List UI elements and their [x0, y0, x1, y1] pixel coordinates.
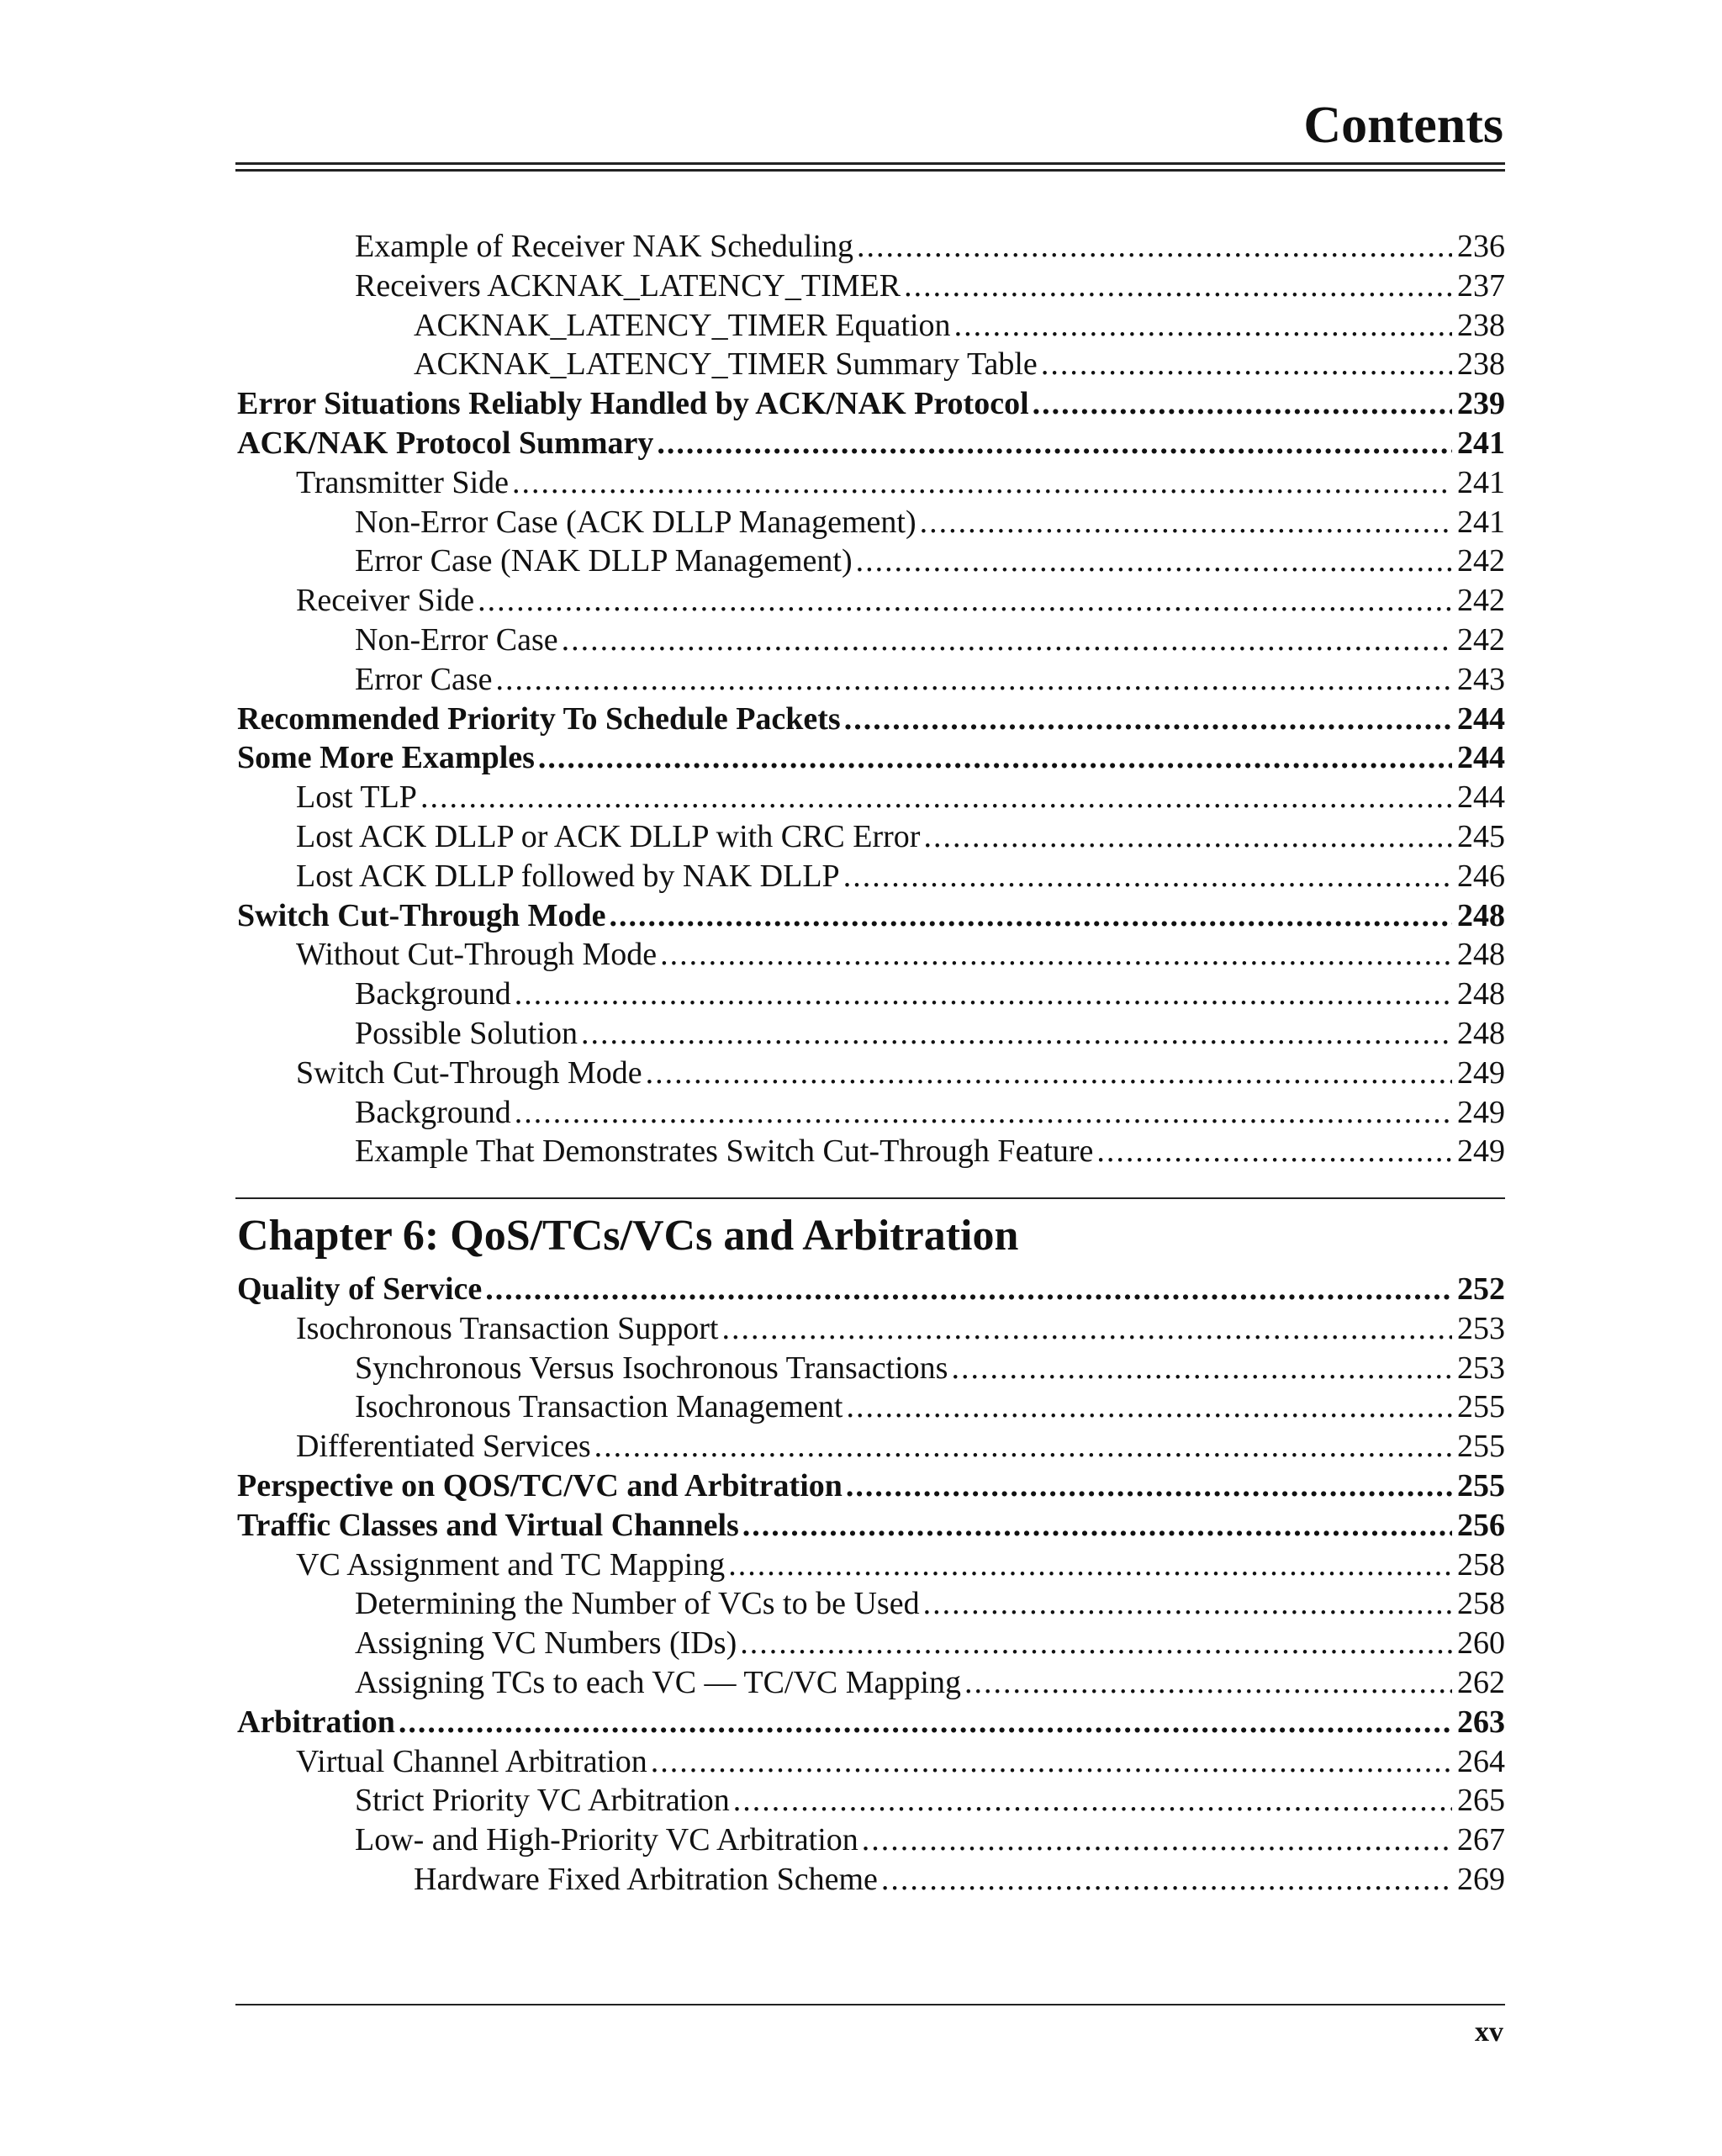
toc-entry-page: 236 — [1457, 229, 1505, 264]
toc-entry-page: 256 — [1457, 1507, 1505, 1543]
toc-entry-page: 253 — [1457, 1350, 1505, 1386]
toc-entry — [237, 424, 1505, 463]
toc-entry-title: Hardware Fixed Arbitration Scheme — [414, 1861, 878, 1897]
dot-leader — [904, 267, 1452, 306]
toc-entry — [237, 935, 1505, 975]
toc-entry — [237, 660, 1505, 700]
toc-entry — [237, 817, 1505, 857]
toc-entry-page: 258 — [1457, 1546, 1505, 1583]
toc-entry-title: ACKNAK_LATENCY_TIMER Summary Table — [414, 346, 1038, 383]
toc-entry-page: 249 — [1457, 1054, 1505, 1091]
toc-entry-title: ACK/NAK Protocol Summary — [237, 425, 654, 461]
dot-leader — [844, 700, 1452, 739]
toc-entry — [237, 542, 1505, 581]
toc-entry-page: 262 — [1457, 1664, 1505, 1700]
toc-entry — [237, 1663, 1505, 1703]
toc-entry-title: Background — [355, 1094, 511, 1130]
toc-entry — [237, 1624, 1505, 1663]
toc-entry-title: Arbitration — [237, 1704, 395, 1740]
dot-leader — [846, 1466, 1452, 1506]
toc-entry — [237, 778, 1505, 817]
dot-leader — [856, 542, 1452, 581]
dot-leader — [923, 817, 1452, 857]
header-double-rule — [235, 162, 1505, 172]
dot-leader — [1033, 384, 1452, 424]
toc-entry-title: Assigning VC Numbers (IDs) — [355, 1625, 737, 1662]
toc-entry-title: Error Case (NAK DLLP Management) — [355, 543, 853, 579]
toc-entry-title: Switch Cut-Through Mode — [237, 897, 606, 933]
toc-entry — [237, 738, 1505, 778]
toc-entry-title: Recommended Priority To Schedule Packets — [237, 700, 841, 737]
toc-entry-title: Quality of Service — [237, 1271, 483, 1307]
toc-entry-title: VC Assignment and TC Mapping — [296, 1546, 726, 1583]
toc-entry-page: 253 — [1457, 1310, 1505, 1346]
toc-entry-page: 263 — [1457, 1704, 1505, 1740]
dot-leader — [646, 1054, 1452, 1093]
toc-entry — [237, 345, 1505, 384]
toc-entry-page: 258 — [1457, 1586, 1505, 1622]
toc-entry-title: Lost TLP — [296, 779, 417, 816]
dot-leader — [594, 1427, 1452, 1466]
chapter-title: Chapter 6: QoS/TCs/VCs and Arbitration — [237, 1212, 1019, 1260]
toc-entry-title: Determining the Number of VCs to be Used — [355, 1586, 920, 1622]
toc-entry — [237, 581, 1505, 621]
toc-entry-page: 242 — [1457, 583, 1505, 619]
toc-entry-page: 252 — [1457, 1271, 1505, 1307]
toc-entry — [237, 463, 1505, 503]
toc-entry-page: 264 — [1457, 1743, 1505, 1779]
toc-entry-page: 241 — [1457, 504, 1505, 540]
toc-entry-title: Assigning TCs to each VC — TC/VC Mapping — [355, 1664, 961, 1700]
toc-entry-page: 260 — [1457, 1625, 1505, 1662]
dot-leader — [920, 503, 1452, 542]
toc-entry — [237, 384, 1505, 424]
toc-list-top — [237, 227, 1505, 1171]
dot-leader — [478, 581, 1452, 621]
toc-entry — [237, 1387, 1505, 1427]
toc-entry — [237, 503, 1505, 542]
toc-entry — [237, 1132, 1505, 1171]
dot-leader — [843, 857, 1452, 896]
toc-entry-page: 243 — [1457, 661, 1505, 697]
footer-rule — [235, 2004, 1505, 2005]
toc-entry — [237, 857, 1505, 896]
toc-entry-page: 241 — [1457, 464, 1505, 500]
toc-entry-title: Differentiated Services — [296, 1429, 591, 1465]
dot-leader — [399, 1703, 1452, 1742]
toc-entry — [237, 306, 1505, 346]
toc-entry-title: Error Case — [355, 661, 493, 697]
dot-leader — [538, 738, 1452, 778]
toc-entry-page: 248 — [1457, 897, 1505, 933]
toc-entry-title: Isochronous Transaction Management — [355, 1389, 843, 1425]
toc-entry — [237, 700, 1505, 739]
dot-leader — [923, 1584, 1452, 1624]
running-head: Contents — [1303, 97, 1503, 154]
toc-entry-title: Strict Priority VC Arbitration — [355, 1783, 730, 1819]
toc-entry-page: 244 — [1457, 700, 1505, 737]
dot-leader — [420, 778, 1452, 817]
toc-entry-title: Isochronous Transaction Support — [296, 1310, 719, 1346]
toc-entry-title: Example That Demonstrates Switch Cut-Through Feature — [355, 1133, 1094, 1170]
toc-entry-title: Receiver Side — [296, 583, 475, 619]
toc-entry-page: 248 — [1457, 1015, 1505, 1051]
dot-leader — [485, 1270, 1452, 1309]
toc-entry-title: Transmitter Side — [296, 464, 509, 500]
toc-entry-page: 241 — [1457, 425, 1505, 461]
toc-entry-page: 244 — [1457, 740, 1505, 776]
dot-leader — [857, 227, 1452, 267]
toc-entry — [237, 1093, 1505, 1133]
toc-entry — [237, 1546, 1505, 1585]
dot-leader — [862, 1820, 1452, 1860]
dot-leader — [1041, 345, 1452, 384]
toc-entry — [237, 267, 1505, 306]
dot-leader — [660, 935, 1452, 975]
toc-entry — [237, 1054, 1505, 1093]
toc-entry-page: 238 — [1457, 346, 1505, 383]
toc-entry — [237, 1309, 1505, 1349]
dot-leader — [515, 1093, 1452, 1133]
toc-entry — [237, 621, 1505, 660]
toc-entry-title: Virtual Channel Arbitration — [296, 1743, 647, 1779]
toc-entry-title: Synchronous Versus Isochronous Transactions — [355, 1350, 948, 1386]
toc-entry-title: Perspective on QOS/TC/VC and Arbitration — [237, 1467, 843, 1503]
dot-leader — [609, 896, 1452, 936]
dot-leader — [733, 1781, 1452, 1820]
chapter-divider-rule — [235, 1197, 1505, 1199]
toc-entry-page: 242 — [1457, 543, 1505, 579]
toc-entry — [237, 1014, 1505, 1054]
toc-entry — [237, 227, 1505, 267]
toc-entry-page: 255 — [1457, 1429, 1505, 1465]
toc-entry — [237, 1270, 1505, 1309]
toc-entry — [237, 1506, 1505, 1546]
toc-entry-title: Traffic Classes and Virtual Channels — [237, 1507, 739, 1543]
toc-list-chapter — [237, 1270, 1505, 1900]
toc-entry — [237, 1860, 1505, 1900]
dot-leader — [651, 1742, 1452, 1782]
toc-entry-title: Receivers ACKNAK_LATENCY_TIMER — [355, 267, 901, 304]
toc-entry-title: Some More Examples — [237, 740, 535, 776]
toc-entry-title: Low- and High-Priority VC Arbitration — [355, 1822, 858, 1858]
toc-entry-page: 249 — [1457, 1094, 1505, 1130]
toc-entry — [237, 1466, 1505, 1506]
dot-leader — [881, 1860, 1452, 1900]
dot-leader — [1096, 1132, 1452, 1171]
toc-entry-page: 248 — [1457, 937, 1505, 973]
toc-entry — [237, 1427, 1505, 1466]
dot-leader — [581, 1014, 1452, 1054]
toc-entry — [237, 1584, 1505, 1624]
toc-entry-page: 246 — [1457, 858, 1505, 894]
toc-entry — [237, 975, 1505, 1014]
toc-entry-title: ACKNAK_LATENCY_TIMER Equation — [414, 307, 951, 343]
toc-entry-title: Non-Error Case — [355, 621, 558, 658]
toc-entry-title: Lost ACK DLLP followed by NAK DLLP — [296, 858, 840, 894]
dot-leader — [721, 1309, 1452, 1349]
toc-entry-page: 265 — [1457, 1783, 1505, 1819]
toc-entry-title: Example of Receiver NAK Scheduling — [355, 229, 854, 264]
toc-entry-title: Possible Solution — [355, 1015, 578, 1051]
toc-entry-page: 255 — [1457, 1389, 1505, 1425]
dot-leader — [657, 424, 1452, 463]
toc-entry-page: 245 — [1457, 818, 1505, 854]
toc-entry — [237, 1742, 1505, 1782]
dot-leader — [496, 660, 1452, 700]
toc-entry-page: 255 — [1457, 1467, 1505, 1503]
toc-entry-page: 242 — [1457, 621, 1505, 658]
dot-leader — [512, 463, 1452, 503]
toc-entry-page: 237 — [1457, 267, 1505, 304]
toc-entry-page: 248 — [1457, 976, 1505, 1012]
toc-entry-page: 238 — [1457, 307, 1505, 343]
toc-entry — [237, 1349, 1505, 1388]
toc-entry-title: Non-Error Case (ACK DLLP Management) — [355, 504, 916, 540]
toc-entry-page: 244 — [1457, 779, 1505, 816]
toc-entry-title: Switch Cut-Through Mode — [296, 1054, 642, 1091]
dot-leader — [846, 1387, 1452, 1427]
page-number: xv — [1475, 2016, 1503, 2048]
dot-leader — [740, 1624, 1452, 1663]
dot-leader — [954, 306, 1452, 346]
toc-entry — [237, 896, 1505, 936]
toc-entry-page: 239 — [1457, 386, 1505, 422]
dot-leader — [742, 1506, 1452, 1546]
toc-entry-title: Background — [355, 976, 511, 1012]
toc-entry — [237, 1820, 1505, 1860]
toc-entry — [237, 1703, 1505, 1742]
dot-leader — [515, 975, 1452, 1014]
toc-entry — [237, 1781, 1505, 1820]
dot-leader — [562, 621, 1452, 660]
dot-leader — [728, 1546, 1452, 1585]
dot-leader — [964, 1663, 1452, 1703]
toc-entry-title: Error Situations Reliably Handled by ACK/NAK Protocol — [237, 386, 1029, 422]
toc-entry-page: 267 — [1457, 1822, 1505, 1858]
toc-entry-page: 249 — [1457, 1133, 1505, 1170]
toc-entry-title: Without Cut-Through Mode — [296, 937, 658, 973]
toc-entry-page: 269 — [1457, 1861, 1505, 1897]
dot-leader — [951, 1349, 1452, 1388]
toc-entry-title: Lost ACK DLLP or ACK DLLP with CRC Error — [296, 818, 921, 854]
